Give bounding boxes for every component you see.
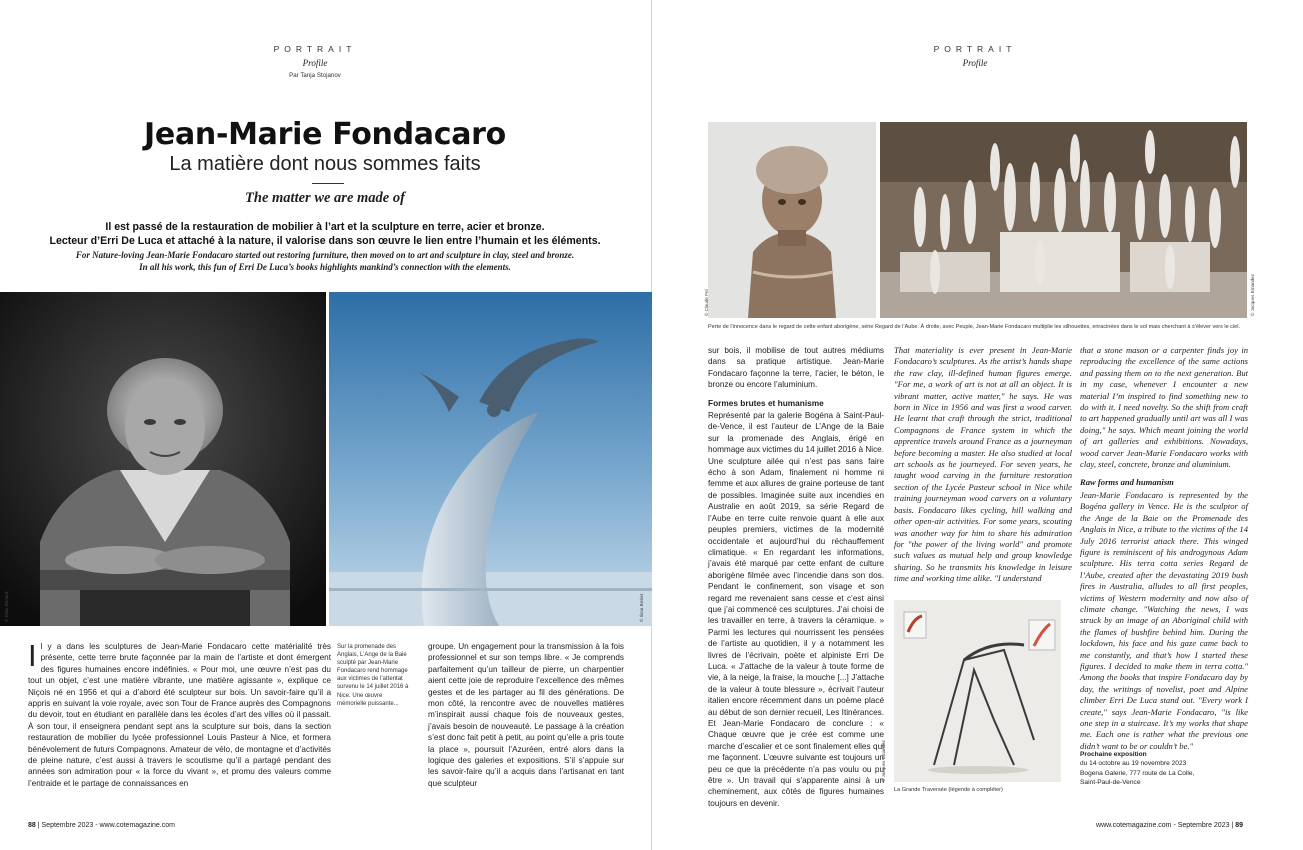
body-text-1: l y a dans les sculptures de Jean-Marie Fondacaro cette matérialité très présente, cette terre brute façonnée par la main de l’artiste et dont émergent des figures humaines encore indéfinies. « Pour moi, une œuvre n’est pas du tout un objet, c’est une matière vibrante, une matière agissante », explique ce Niçois né en 1956 et qui a d’abord été sculpteur sur bois. Un savoir-faire qu’il a appris en suivant la voie royale, avec son Tour de France auprès des Compagnons du devoir, tout en étudiant en parallèle dans les écoles d’art des villes où il passait. À son tour, il enseignera pendant sept ans la sculpture sur bois, dans la section restauration de mobilier du lycée professionnel Louis Pasteur à Nice, et formera bénévolement de futurs Compagnons. Amateur de vélo, de montagne et d’activités de pleine nature, c’est aussi à travers le scoutisme qu’il a partagé pendant des années son admiration pour « la force du vivant », et promu des valeurs comme l’entraide et le partage de connaissances en: [28, 642, 331, 788]
article-subtitle: La matière dont nous sommes faits: [169, 153, 481, 175]
exhibition-dates: du 14 octobre au 19 novembre 2023: [1080, 760, 1187, 768]
body-column-en-2: [1080, 345, 1248, 752]
section-label: Profile: [302, 58, 328, 68]
byline: Par Tanja Stojanov: [289, 72, 341, 79]
chapeau-fr-line-1: Il est passé de la restauration de mobilier à l’art et la sculpture en terre, acier et bronze.: [105, 221, 545, 233]
body-column-en-1: That materiality is ever present in Jean-Marie Fondacaro’s sculptures. As the artist’s hands shape the raw clay, ill-defined human figures emerge. "For me, a work of art is not at all an object. It is vibrant matter, active matter," he says. He was born in Nice in 1956 and was first a wood carver. He learnt that craft through the strict, traditional Compagnons de France system in which the apprentice travels around France as a journeyman before becoming a master. He also studied at local art schools as he journeyed. For seven years, he taught wood carving in the furniture restoration section of the Lycée Pasteur school in Nice while training journeyman wood carvers on a voluntary basis. Fondacaro likes cycling, hill walking and other open-air activities. For some years, scouting was another way for him to share his admiration for "the power of the living world" and promote such values as mutual help and group knowledge sharing. So he transmits his knowledge in leisure time and working time alike. "I understand: [894, 345, 1072, 584]
drop-cap: I: [28, 638, 37, 673]
page-number-right: 89: [1235, 822, 1243, 829]
subhead-en: Raw forms and humanism: [1080, 477, 1174, 488]
folio-text-left: | Septembre 2023 - www.cotemagazine.com: [35, 822, 175, 829]
photo-caption-small: La Grande Traversée (légende à compléter): [894, 787, 1003, 793]
section-kicker-right: PORTRAIT: [933, 44, 1017, 54]
folio-text-right: www.cotemagazine.com - Septembre 2023 |: [1096, 822, 1236, 829]
photo-credit-people: © Jacques Ernandez: [1250, 274, 1255, 316]
portrait-photo: [0, 292, 326, 626]
exhibition-venue: Bogena Galerie, 777 route de La Colle,: [1080, 769, 1195, 777]
section-kicker: PORTRAIT: [273, 44, 357, 54]
chapeau-fr-line-2: Lecteur d’Erri De Luca et attaché à la nature, il valorise dans son œuvre le lien entre l’humain et les éléments.: [49, 235, 601, 247]
en-intro: that a stone mason or a carpenter finds joy in reproducing the excellence of the same actions and passing them on to the next generation. But in my case, whenever I encounter a new material I’m inspired to find something new to do with it. I need novelty. So the shift from craft to art happened gradually until art was all I was doing," he says. Which meant joining the world of art galleries and exhibitions. Nowadays, wood carver Jean-Marie Fondacaro works with clay, steel, concrete, bronze and aluminium.: [1080, 345, 1248, 470]
chapeau-en-line-2: In all his work, this fun of Erri De Luca’s books highlights mankind’s connection with the elements.: [139, 262, 511, 272]
photo-caption-angel: Sur la promenade des Anglais, L’Ange de la Baie sculpté par Jean-Marie Fondacaro rend hommage aux victimes de l’attentat survenu le 14 juillet 2016 à Nice. Une œuvre mémorielle puissante...: [337, 644, 409, 707]
en-body: Jean-Marie Fondacaro is represented by the Bogéna gallery in Vence. He is the sculptor of the Ange de la Baie on the Promenade des Anglais in Nice, a tribute to the victims of the 14 July 2016 terrorist attack there. This winged figure is reminiscent of his androgynous Adam sculpture. His terra cotta series Regard de l’Aube, created after the devastating 2019 bush fires in Australia, alludes to all first peoples, victims of Western modernity and now also of climate change. "Watching the news, I was struck by an image of an Aboriginal child with the flames of bushfire behind him. During the lockdown, his face and his gaze came back to me constantly, and that’s how I started these figures. I decided to make them in terra cotta." Among the books that inspire Fondacaro day by day, the writings of novelist, poet and Alpine climber Erri De Luca stand out. "Every work I create," says Jean-Marie Fondacaro, "is like one step in a staircase. It’s my works that shape me. Each one is rather what the previous one didn’t want to be or couldn’t be.": [1080, 489, 1248, 751]
fr-body: Représenté par la galerie Bogéna à Saint-Paul-de-Vence, il est l’auteur de L’Ange de la Baie sur la promenade des Anglais, érigé en hommage aux victimes du 14 juillet 2016 à Nice. Une sculpture ailée qui n’est pas sans faire écho à son Adam, finalement ni homme ni femme et aux allures de graine porteuse de tant de possibles. Imaginée suite aux incendies en Australie en août 2019, sa série Regard de l’Aube en terre cuite renvoie quant à elle aux peuples premiers, victimes de la modernité occidentale et aujourd’hui du réchauffement climatique. « En regardant les informations, j’avais été marqué par cette enfant de culture aborigène filmée avec l’incendie dans son dos. Pendant le confinement, son visage et son regard me revenaient sans cesse et c’est ainsi que j’ai commencé ces sculptures. J’ai choisi de les travailler en terre, à travers la céramique. » Parmi les lectures qui nourrissent les pensées de l’artiste au quotidien, il y a notamment les livres de l’écrivain, poète et alpiniste Erri De Luca. « J’attache de la valeur à toute forme de vie, à la neige, la fraise, la mouche [...] J’attache de la valeur à toute blessure », écrivait l’auteur italien encore récemment dans un poème placé au début de son dernier recueil, Les Itinérances. Et Jean-Marie Fondacaro de conclure : « Chaque œuvre que je crée est comme une marche d’escalier et ce sont finalement elles qui me façonnent. L’œuvre suivante est toujours un peu ce que la précédente n’a pas voulu ou pu être ». Un travail qui s’apparente ainsi à un cheminement, aux côtés de figures humaines toujours en devenir.: [708, 411, 884, 808]
chapeau-en: [10, 249, 640, 273]
folio-right: [1096, 822, 1243, 829]
photo-credit-sculpture: © Ilona Besler: [639, 593, 644, 622]
photo-caption-right: Perte de l’innocence dans le regard de cette enfant aborigène, série Regard de l’Aube. À droite, avec Peuple, Jean-Marie Fondacaro multiplie les silhouettes, enracinées dans le sol mais cherchant à s’élever vers le ciel.: [708, 324, 1240, 330]
photo-credit-small: © Jacques Ernandez: [881, 740, 886, 782]
article-title: Jean-Marie Fondacaro: [144, 117, 506, 152]
page-number-left: 88: [28, 822, 36, 829]
folio-left: [28, 822, 175, 829]
bust-photo: [708, 122, 876, 318]
exhibition-city: Saint-Paul-de-Vence: [1080, 778, 1141, 786]
chapeau-fr: [10, 220, 640, 248]
exhibition-info: [1080, 750, 1248, 787]
grande-traversee-photo: [894, 600, 1061, 782]
subhead-fr: Formes brutes et humanisme: [708, 397, 824, 408]
body-column-fr-right: [708, 345, 884, 809]
photo-credit-bust: © Claude Pel: [704, 289, 709, 316]
body-column-3: groupe. Un engagement pour la transmission à la fois professionnel et sur son temps libre. « Je comprends parfaitement qu’un tailleur de pierre, un charpentier aient cette joie de reproduire l’excellence des mêmes gestes et de les partager au fil des générations. De mon côté, la rencontre avec de nouvelles matières m’inspirait aussi chaque fois de nouveaux gestes, j’avais besoin de nouveauté. Le passage à la création s’est donc fait petit à petit, au point qu’elle a pris toute la place », poursuit l’Azuréen, entré alors dans la logique des galeries et expositions. S’il s’appuie sur les savoir-faire qu’il a acquis dans l’artisanat en tant que sculpteur: [428, 642, 624, 788]
exhibition-title: Prochaine exposition: [1080, 751, 1147, 758]
title-rule: [312, 183, 344, 184]
chapeau-en-line-1: For Nature-loving Jean-Marie Fondacaro started out restoring furniture, then moved on to art and sculpture in clay, steel and bronze.: [75, 250, 575, 260]
fr-intro: sur bois, il mobilise de tout autres médiums dans sa pratique artistique. Jean-Marie Fondacaro façonne la terre, l’acier, le béton, le bronze ou encore l’aluminium.: [708, 346, 884, 390]
people-installation-photo: [880, 122, 1247, 318]
body-column-1: [28, 638, 331, 789]
english-title: The matter we are made of: [245, 190, 405, 206]
angel-sculpture-photo: [329, 292, 652, 626]
photo-credit-portrait: © Elias Renard: [4, 591, 9, 622]
section-label-right: Profile: [962, 58, 988, 68]
